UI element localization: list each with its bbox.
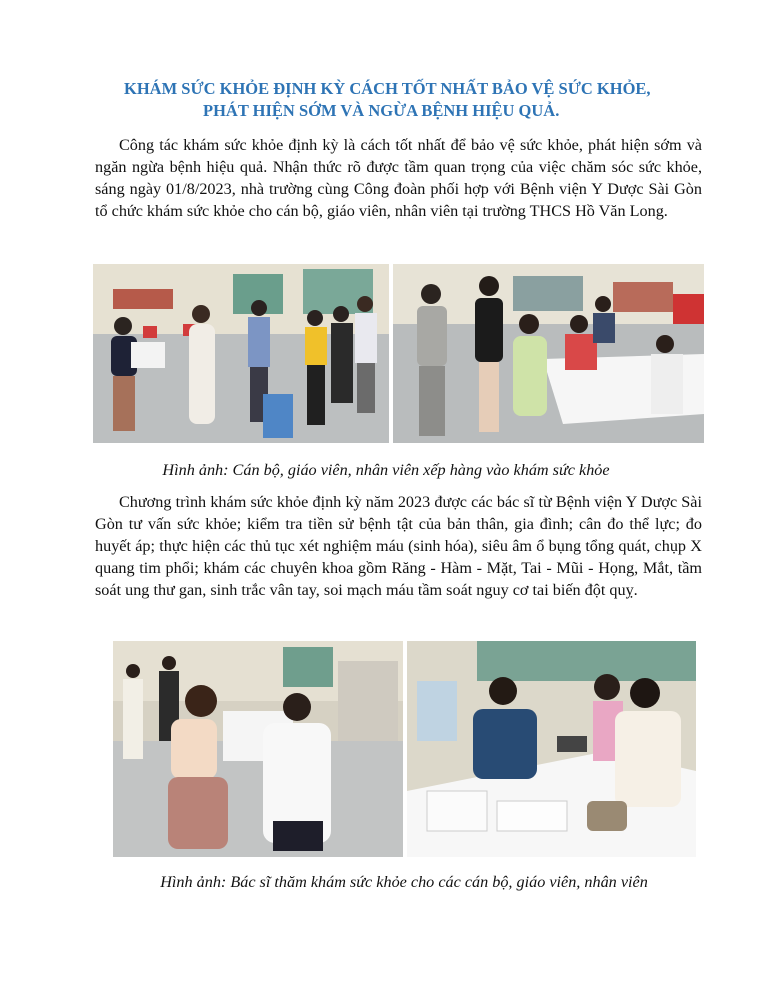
caption-queue: Hình ảnh: Cán bộ, giáo viên, nhân viên xếp hàng vào khám sức khỏe (162, 461, 610, 479)
title-line-2: PHÁT HIỆN SỚM VÀ NGỪA BỆNH HIỆU QUẢ. (203, 101, 560, 120)
program-paragraph: Chương trình khám sức khỏe định kỳ năm 2023 được các bác sĩ từ Bệnh viện Y Dược Sài Gòn tư vấn sức khỏe; kiểm tra tiền sử bệnh tật của bản thân, gia đình; cân đo thể lực; đo huyết áp; thực hiện các thủ tục xét nghiệm máu (sinh hóa), siêu âm ổ bụng tổng quát, chụp X quang tim phổi; khám các chuyên khoa gồm Răng - Hàm - Mặt, Tai - Mũi - Họng, Mắt, tầm soát ung thư gan, sinh trắc vân tay, soi mạch máu tầm soát nguy cơ tai biến đột quỵ. (95, 493, 702, 599)
title-line-1: KHÁM SỨC KHỎE ĐỊNH KỲ CÁCH TỐT NHẤT BẢO VỆ SỨC KHỎE, (124, 79, 651, 98)
document-title (60, 78, 760, 122)
photo-doctor-exam (113, 641, 403, 857)
caption-doctor: Hình ảnh: Bác sĩ thăm khám sức khỏe cho các cán bộ, giáo viên, nhân viên (160, 873, 648, 891)
photo-blood-pressure (407, 641, 696, 857)
photo-registration-desk (393, 264, 704, 443)
photo-queue-hall (93, 264, 389, 443)
intro-paragraph: Công tác khám sức khỏe định kỳ là cách tốt nhất để bảo vệ sức khỏe, phát hiện sớm và ngăn ngừa bệnh hiệu quả. Nhận thức rõ được tầm quan trọng của việc chăm sóc sức khỏe, sáng ngày 01/8/2023, nhà trường cùng Công đoàn phối hợp với Bệnh viện Y Dược Sài Gòn tổ chức khám sức khỏe cho cán bộ, giáo viên, nhân viên tại trường THCS Hồ Văn Long. (95, 136, 702, 220)
